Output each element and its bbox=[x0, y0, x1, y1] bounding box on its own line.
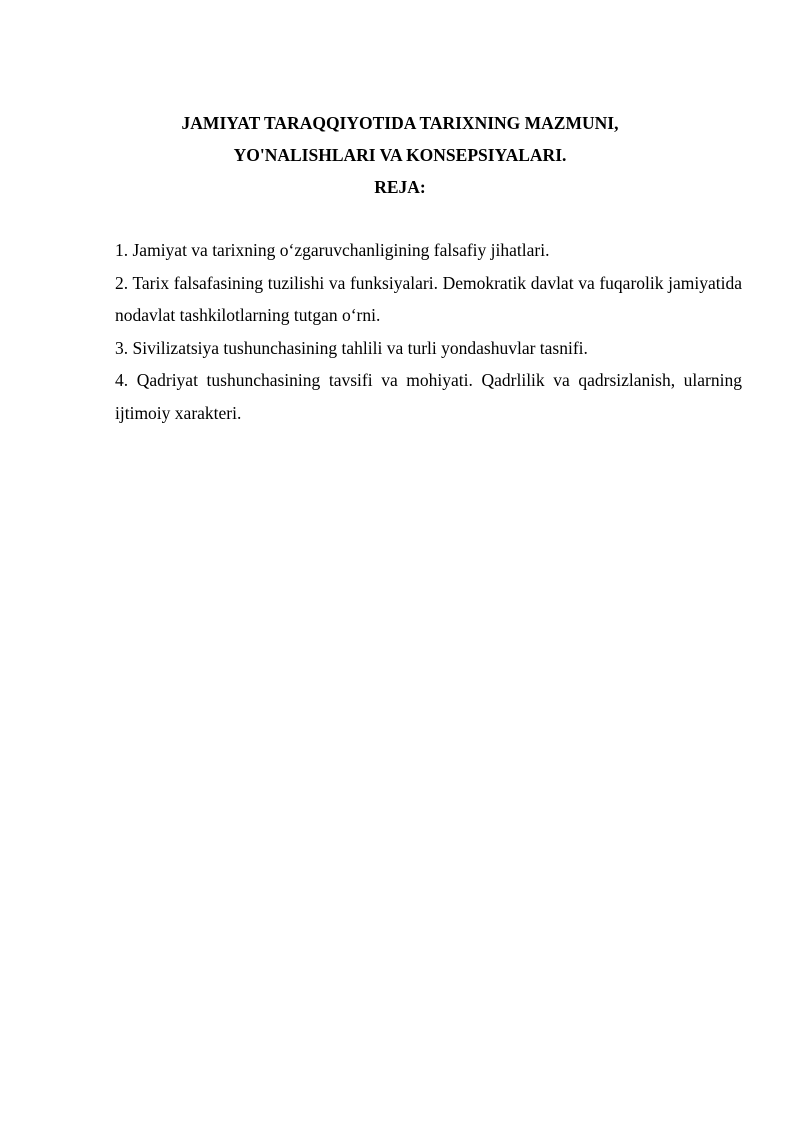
document-title-line-2: YO'NALISHLARI VA KONSEPSIYALARI. bbox=[233, 145, 567, 165]
plan-item-2: 2. Tarix falsafasining tuzilishi va funksiyalari. Demokratik davlat va fuqarolik jamiyatida nodavlat tashkilotlarning tutgan o‘rni. bbox=[115, 272, 742, 325]
document-heading bbox=[100, 107, 700, 203]
plan-item-1: 1. Jamiyat va tarixning o‘zgaruvchanligining falsafiy jihatlari. bbox=[115, 240, 550, 260]
plan-item-3: 3. Sivilizatsiya tushunchasining tahlili va turli yondashuvlar tasnifi. bbox=[115, 337, 588, 358]
plan-heading: REJA: bbox=[374, 177, 426, 197]
plan-item-4: 4. Qadriyat tushunchasining tavsifi va mohiyati. Qadrlilik va qadrsizlanish, ularning ijtimoiy xarakteri. bbox=[115, 370, 742, 423]
plan-list bbox=[115, 234, 742, 429]
document-title-line-1: JAMIYAT TARAQQIYOTIDA TARIXNING MAZMUNI, bbox=[181, 113, 619, 133]
